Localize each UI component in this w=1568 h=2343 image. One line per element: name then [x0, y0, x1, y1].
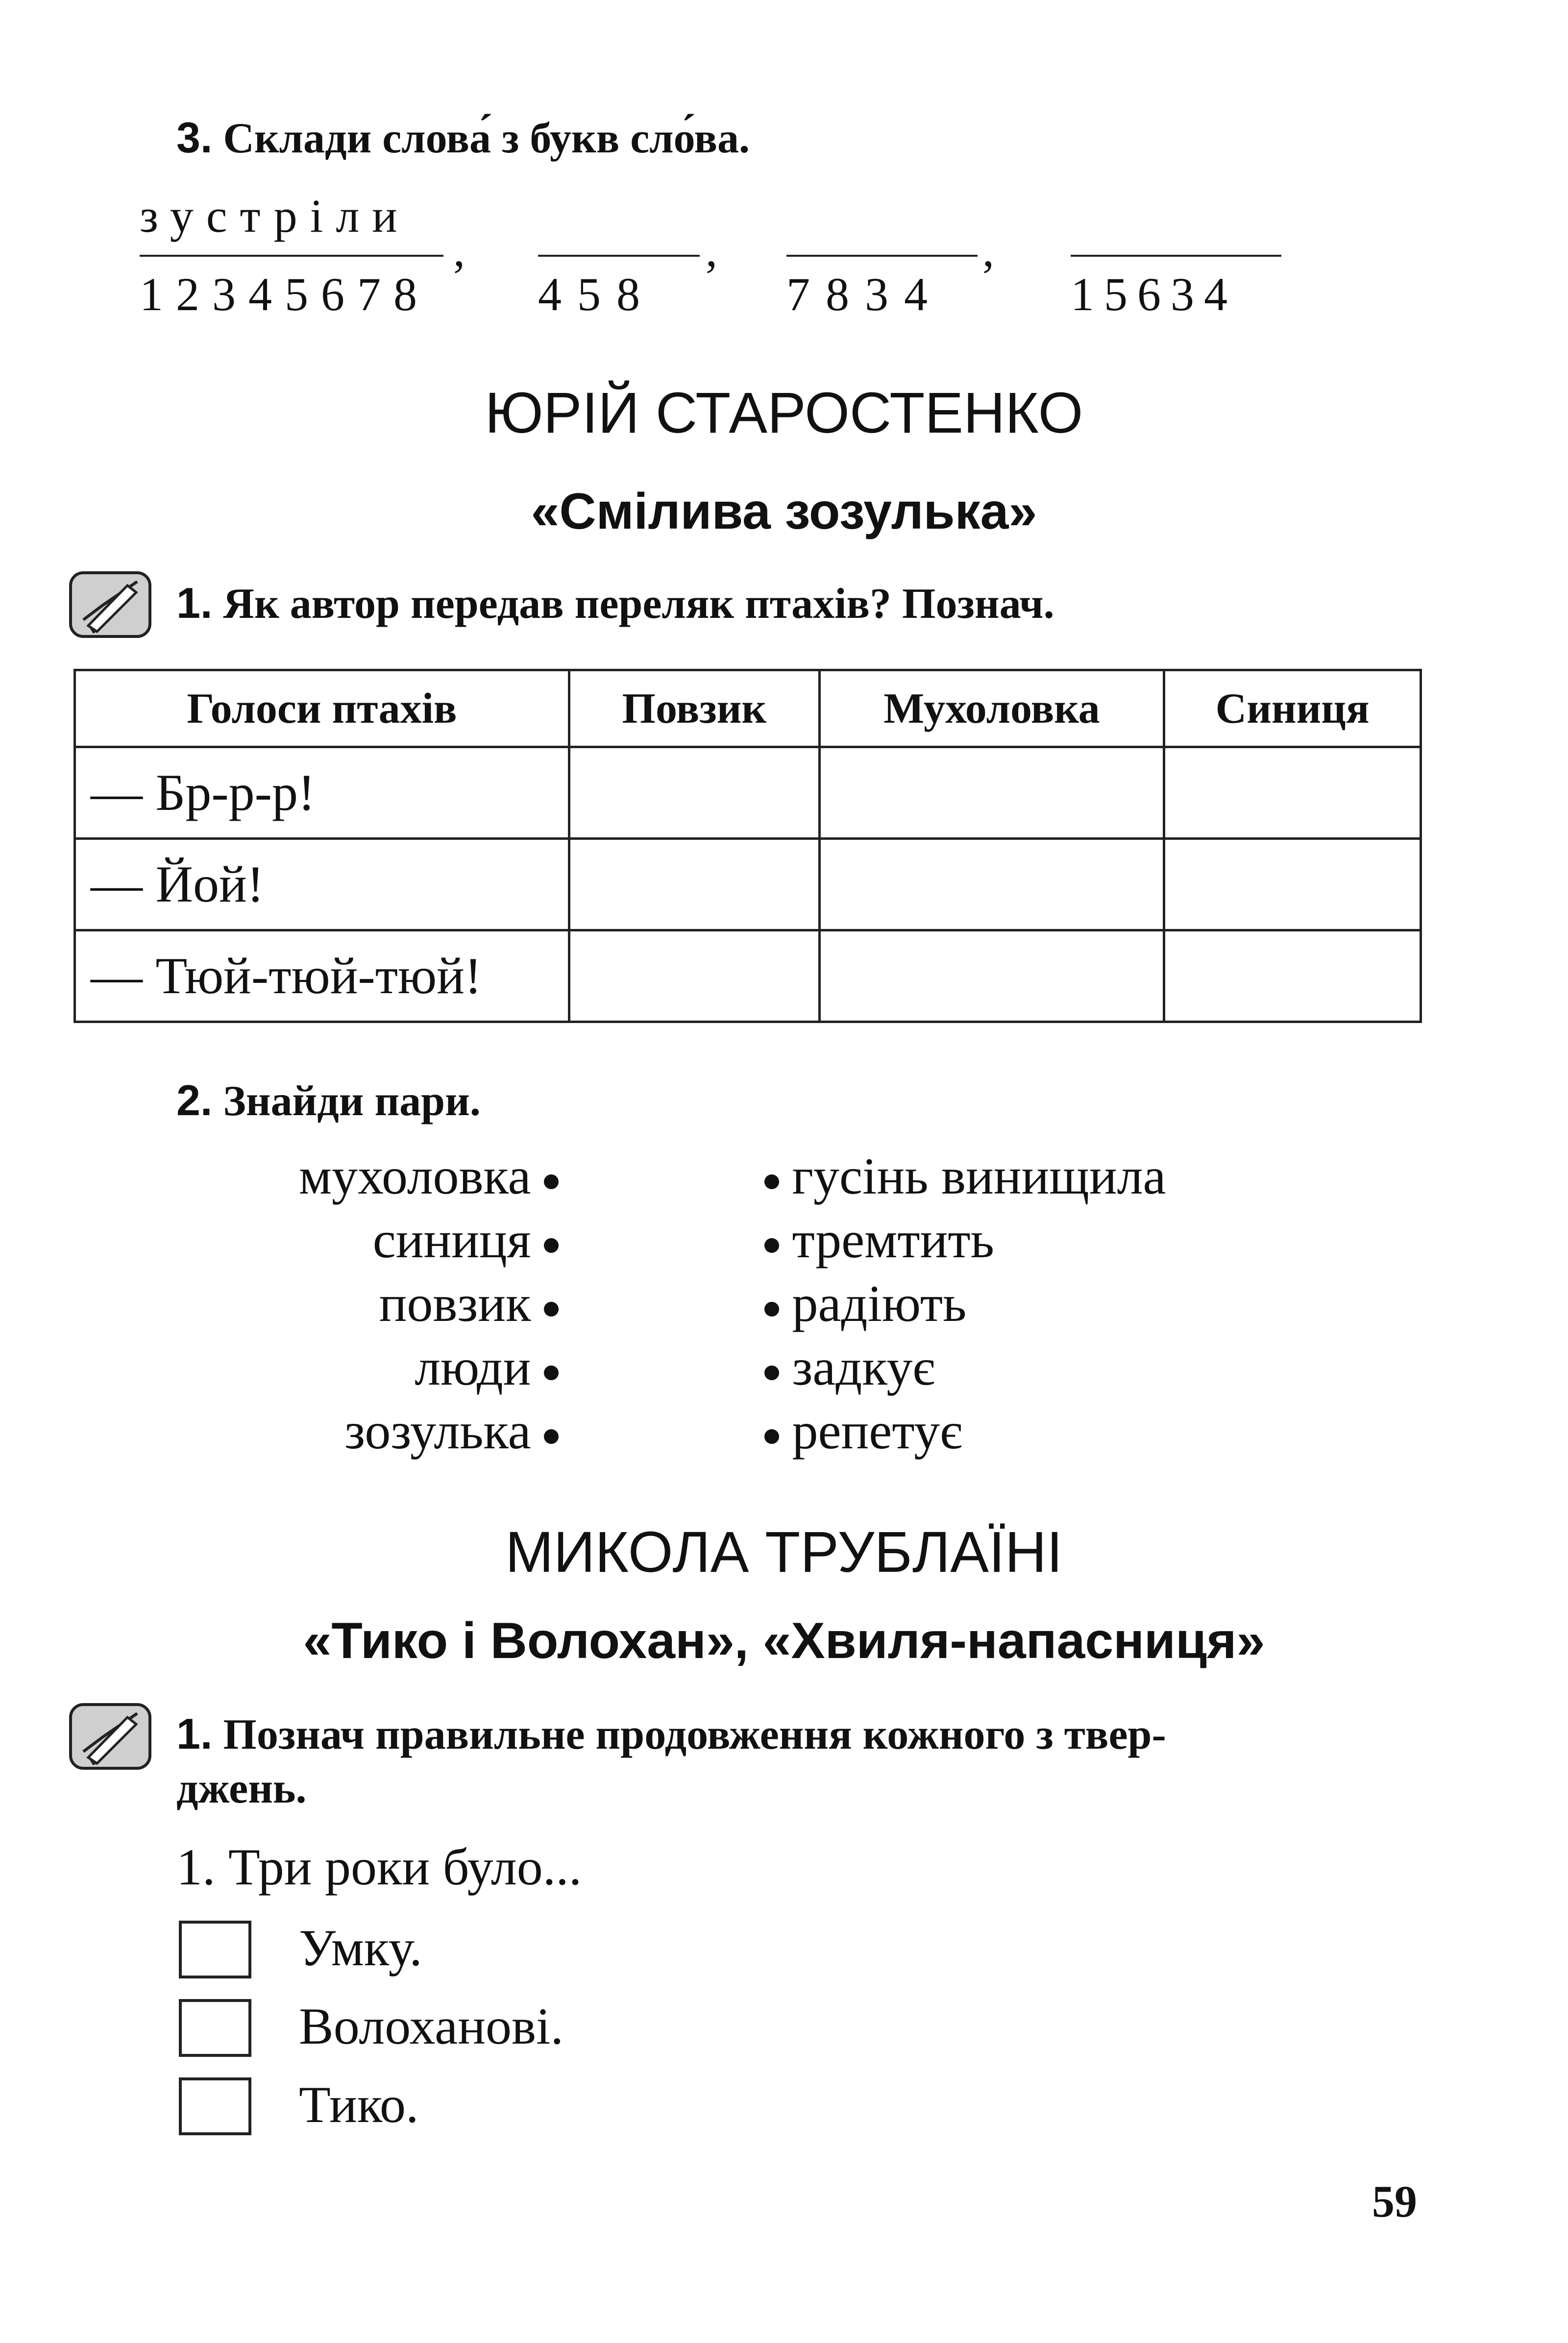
target-digits-2: 7 8 3 4 [786, 268, 930, 320]
option-label: Умку. [299, 1919, 422, 1977]
pair-right-label: гусінь винищила [792, 1147, 1166, 1205]
s1-task1-heading [176, 578, 1054, 629]
dot-icon [764, 1429, 779, 1444]
answer-line-3[interactable] [1071, 255, 1281, 257]
s2-task1-title-line2: джень. [176, 1765, 307, 1812]
answer-cell[interactable] [819, 747, 1164, 839]
pair-right-item[interactable] [764, 1338, 935, 1397]
table-header: Мухоловка [819, 670, 1164, 747]
table-header: Повзик [569, 670, 819, 747]
comma: , [706, 224, 717, 276]
dot-icon [544, 1302, 559, 1317]
option-label: Тико. [299, 2076, 419, 2133]
s2-task1-title-line1: Познач правильне продовження кожного з твер- [223, 1711, 1166, 1758]
page-number: 59 [1372, 2176, 1417, 2226]
pair-right-label: репетує [792, 1402, 962, 1460]
pair-right-item[interactable] [764, 1274, 966, 1334]
work-title: «Смілива зозулька» [531, 483, 1037, 540]
author-name: ЮРІЙ СТАРОСТЕНКО [485, 381, 1083, 445]
pencil-writing-icon [69, 571, 152, 638]
table-header: Синиця [1164, 670, 1421, 747]
dot-icon [544, 1238, 559, 1253]
s1-task2-title: Знайди пари. [223, 1077, 481, 1125]
source-digits: 12345678 [140, 268, 430, 320]
answer-cell[interactable] [1164, 747, 1421, 839]
s2-task1-number: 1. [176, 1709, 213, 1758]
table-row [75, 747, 1421, 839]
bird-voice-cell: — Йой! [75, 839, 569, 930]
answer-cell[interactable] [819, 930, 1164, 1022]
dot-icon [764, 1174, 779, 1189]
bird-voice-cell: — Тюй-тюй-тюй! [75, 930, 569, 1022]
table-header: Голоси птахів [75, 670, 569, 747]
pair-left-item[interactable] [344, 1401, 559, 1461]
dot-icon [764, 1238, 779, 1253]
comma: , [453, 224, 465, 276]
pair-right-label: тремтить [792, 1211, 994, 1269]
pair-right-label: задкує [792, 1339, 935, 1396]
table-row [75, 930, 1421, 1022]
answer-line-2[interactable] [786, 255, 978, 257]
pair-right-item[interactable] [764, 1210, 994, 1270]
pair-right-item[interactable] [764, 1147, 1166, 1206]
s1-task1-title: Як автор передав переляк птахів? Познач. [223, 580, 1054, 628]
table-row [75, 839, 1421, 930]
pencil-writing-icon [69, 1703, 152, 1770]
answer-cell[interactable] [569, 930, 819, 1022]
pair-left-item[interactable] [379, 1274, 559, 1334]
dot-icon [764, 1366, 779, 1380]
target-digits-1: 4 5 8 [538, 268, 642, 320]
answer-cell[interactable] [1164, 839, 1421, 930]
pair-left-item[interactable] [415, 1338, 559, 1397]
task3-heading [176, 113, 750, 163]
pair-left-label: повзик [379, 1275, 531, 1332]
dot-icon [544, 1174, 559, 1189]
bird-voices-table [74, 669, 1422, 1023]
work-title: «Тико і Волохан», «Хвиля-напасниця» [303, 1612, 1265, 1669]
pair-left-label: синиця [372, 1211, 531, 1269]
answer-cell[interactable] [569, 747, 819, 839]
source-word: зустріли [140, 190, 410, 242]
option-checkbox[interactable] [179, 1999, 251, 2057]
target-digits-3: 1 5 6 3 4 [1071, 268, 1226, 320]
task3-number: 3. [176, 113, 213, 162]
option-label: Волоханові. [299, 1998, 564, 2055]
s2-task1-heading [176, 1709, 1166, 1759]
pair-right-label: радіють [792, 1275, 967, 1332]
pair-left-item[interactable] [373, 1210, 559, 1270]
dot-icon [764, 1302, 779, 1317]
answer-line-1[interactable] [538, 255, 700, 257]
pair-left-label: мухоловка [298, 1147, 531, 1205]
s1-task2-heading [176, 1075, 481, 1126]
s1-task1-number: 1. [176, 579, 213, 627]
author-name: МИКОЛА ТРУБЛАЇНІ [505, 1520, 1063, 1585]
dot-icon [544, 1429, 559, 1444]
option-checkbox[interactable] [179, 2077, 251, 2135]
pair-left-label: люди [415, 1339, 531, 1396]
dot-icon [544, 1366, 559, 1380]
pair-left-label: зозулька [344, 1402, 531, 1460]
task3-title: Склади слова́ з букв сло́ва. [223, 115, 750, 162]
answer-cell[interactable] [569, 839, 819, 930]
statement: 1. Три роки було... [176, 1838, 582, 1896]
comma: , [982, 224, 994, 276]
bird-voice-cell: — Бр-р-р! [75, 747, 569, 839]
option-checkbox[interactable] [179, 1921, 251, 1978]
table-header-row [75, 670, 1421, 747]
pair-left-item[interactable] [299, 1147, 559, 1206]
answer-cell[interactable] [819, 839, 1164, 930]
s1-task2-number: 2. [176, 1076, 213, 1124]
pair-right-item[interactable] [764, 1401, 962, 1461]
answer-cell[interactable] [1164, 930, 1421, 1022]
fraction-line [140, 255, 443, 257]
